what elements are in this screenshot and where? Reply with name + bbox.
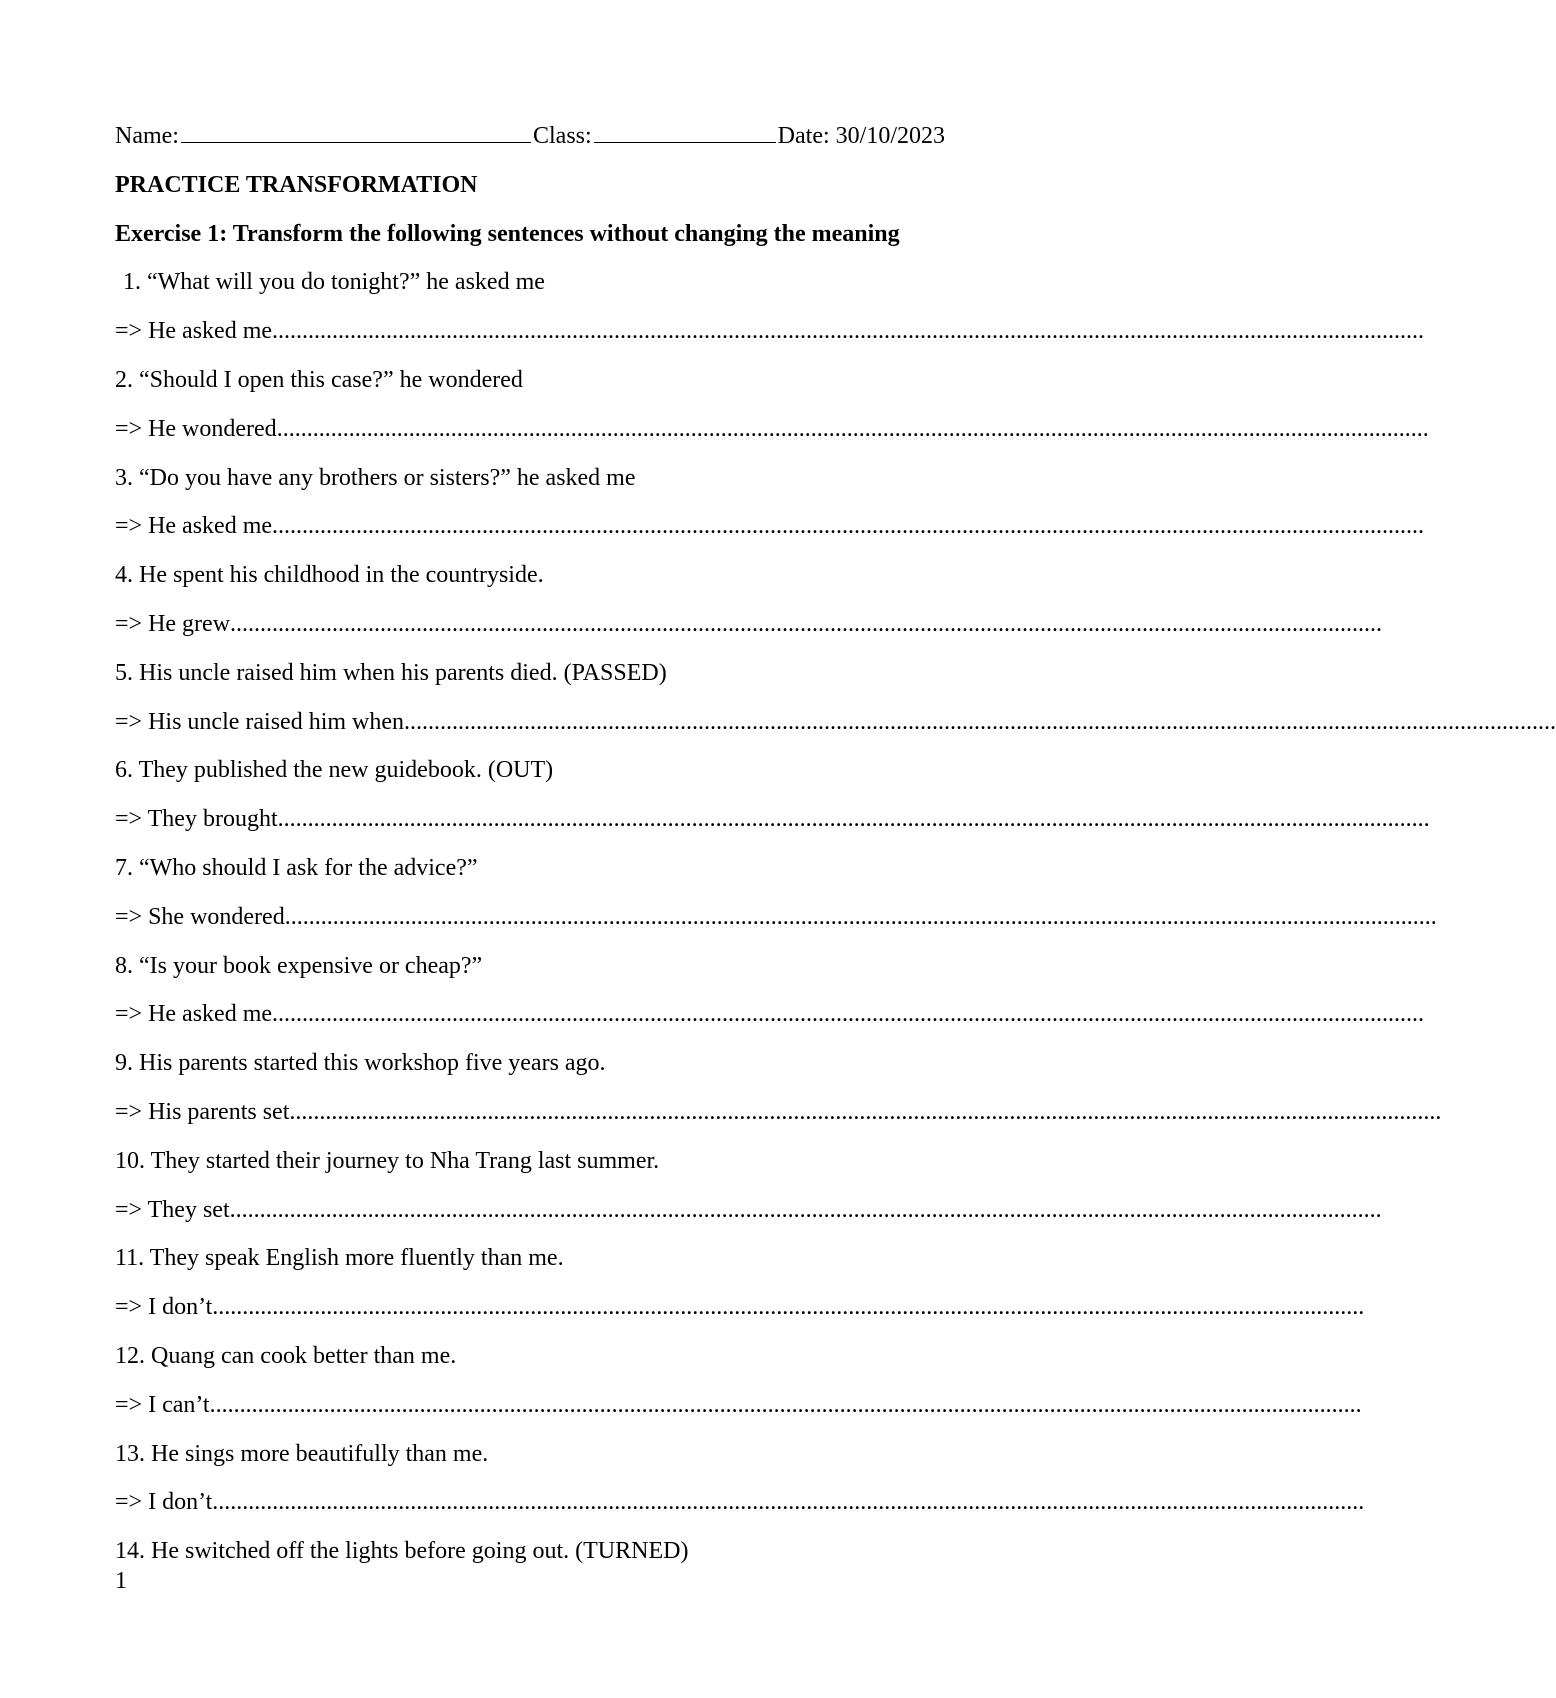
answer-line-4[interactable] — [115, 600, 1383, 649]
answer-prompt: => They set — [115, 1196, 230, 1223]
exercise-heading: Exercise 1: Transform the following sentences without changing the meaning — [115, 220, 900, 247]
exercise-items — [115, 258, 1556, 1576]
question-4: 4. He spent his childhood in the countryside. — [115, 562, 544, 589]
answer-line-11[interactable] — [115, 1283, 1365, 1332]
answer-prompt: => I can’t — [115, 1391, 210, 1418]
answer-line-9[interactable] — [115, 1088, 1442, 1137]
date-text: Date: 30/10/2023 — [777, 123, 945, 149]
answer-dot-leader: ................................................................................................................................................................................................ — [229, 1196, 1382, 1223]
answer-dot-leader: ................................................................................................................................................................................................ — [284, 903, 1437, 930]
answer-prompt: => She wondered — [115, 903, 285, 930]
question-6: 6. They published the new guidebook. (OUT) — [115, 757, 554, 784]
question-13: 13. He sings more beautifully than me. — [115, 1440, 489, 1467]
name-blank[interactable] — [181, 124, 531, 143]
answer-line-2[interactable] — [115, 405, 1429, 454]
answer-line-5[interactable] — [115, 698, 1556, 747]
answer-line-3[interactable] — [115, 502, 1425, 551]
name-label: Name: — [115, 123, 179, 149]
answer-prompt: => He asked me — [115, 1001, 273, 1028]
answer-line-13[interactable] — [115, 1478, 1365, 1527]
answer-prompt: => He asked me — [115, 318, 273, 345]
answer-dot-leader: ................................................................................................................................................................................................ — [272, 1001, 1425, 1028]
answer-prompt: => They brought — [115, 806, 278, 833]
question-11: 11. They speak English more fluently than me. — [115, 1245, 564, 1272]
question-12: 12. Quang can cook better than me. — [115, 1342, 457, 1369]
answer-prompt: => He asked me — [115, 513, 273, 540]
answer-prompt: => I don’t — [115, 1294, 213, 1321]
answer-prompt: => I don’t — [115, 1489, 213, 1516]
worksheet-page — [115, 112, 1556, 1576]
answer-dot-leader: ................................................................................................................................................................................................ — [404, 708, 1556, 735]
question-10: 10. They started their journey to Nha Trang last summer. — [115, 1147, 660, 1174]
answer-line-7[interactable] — [115, 893, 1437, 942]
answer-dot-leader: ................................................................................................................................................................................................ — [276, 415, 1429, 442]
question-9: 9. His parents started this workshop five years ago. — [115, 1050, 606, 1077]
answer-line-6[interactable] — [115, 795, 1430, 844]
question-5: 5. His uncle raised him when his parents died. (PASSED) — [115, 659, 667, 686]
answer-dot-leader: ................................................................................................................................................................................................ — [212, 1489, 1365, 1516]
question-1: 1. “What will you do tonight?” he asked me — [123, 269, 545, 296]
question-2: 2. “Should I open this case?” he wondered — [115, 366, 523, 393]
answer-dot-leader: ................................................................................................................................................................................................ — [289, 1098, 1442, 1125]
answer-line-1[interactable] — [115, 307, 1425, 356]
answer-dot-leader: ................................................................................................................................................................................................ — [272, 318, 1425, 345]
question-7: 7. “Who should I ask for the advice?” — [115, 854, 478, 881]
answer-dot-leader: ................................................................................................................................................................................................ — [272, 513, 1425, 540]
question-3: 3. “Do you have any brothers or sisters?” he asked me — [115, 464, 636, 491]
class-label: Class: — [532, 123, 592, 149]
class-blank[interactable] — [594, 124, 776, 143]
answer-line-8[interactable] — [115, 990, 1425, 1039]
answer-prompt: => He wondered — [115, 415, 277, 442]
answer-line-12[interactable] — [115, 1381, 1362, 1430]
answer-prompt: => He grew — [115, 610, 231, 637]
page-number: 1 — [115, 1568, 127, 1594]
question-8: 8. “Is your book expensive or cheap?” — [115, 952, 483, 979]
header-line — [115, 112, 1075, 161]
answer-dot-leader: ................................................................................................................................................................................................ — [277, 806, 1430, 833]
answer-prompt: => His uncle raised him when — [115, 708, 405, 735]
answer-line-10[interactable] — [115, 1186, 1382, 1235]
answer-prompt: => His parents set — [115, 1098, 290, 1125]
answer-dot-leader: ................................................................................................................................................................................................ — [230, 610, 1383, 637]
answer-dot-leader: ................................................................................................................................................................................................ — [212, 1294, 1365, 1321]
question-14: 14. He switched off the lights before going out. (TURNED) — [115, 1538, 689, 1565]
answer-dot-leader: ................................................................................................................................................................................................ — [209, 1391, 1362, 1418]
worksheet-title: PRACTICE TRANSFORMATION — [115, 171, 478, 198]
